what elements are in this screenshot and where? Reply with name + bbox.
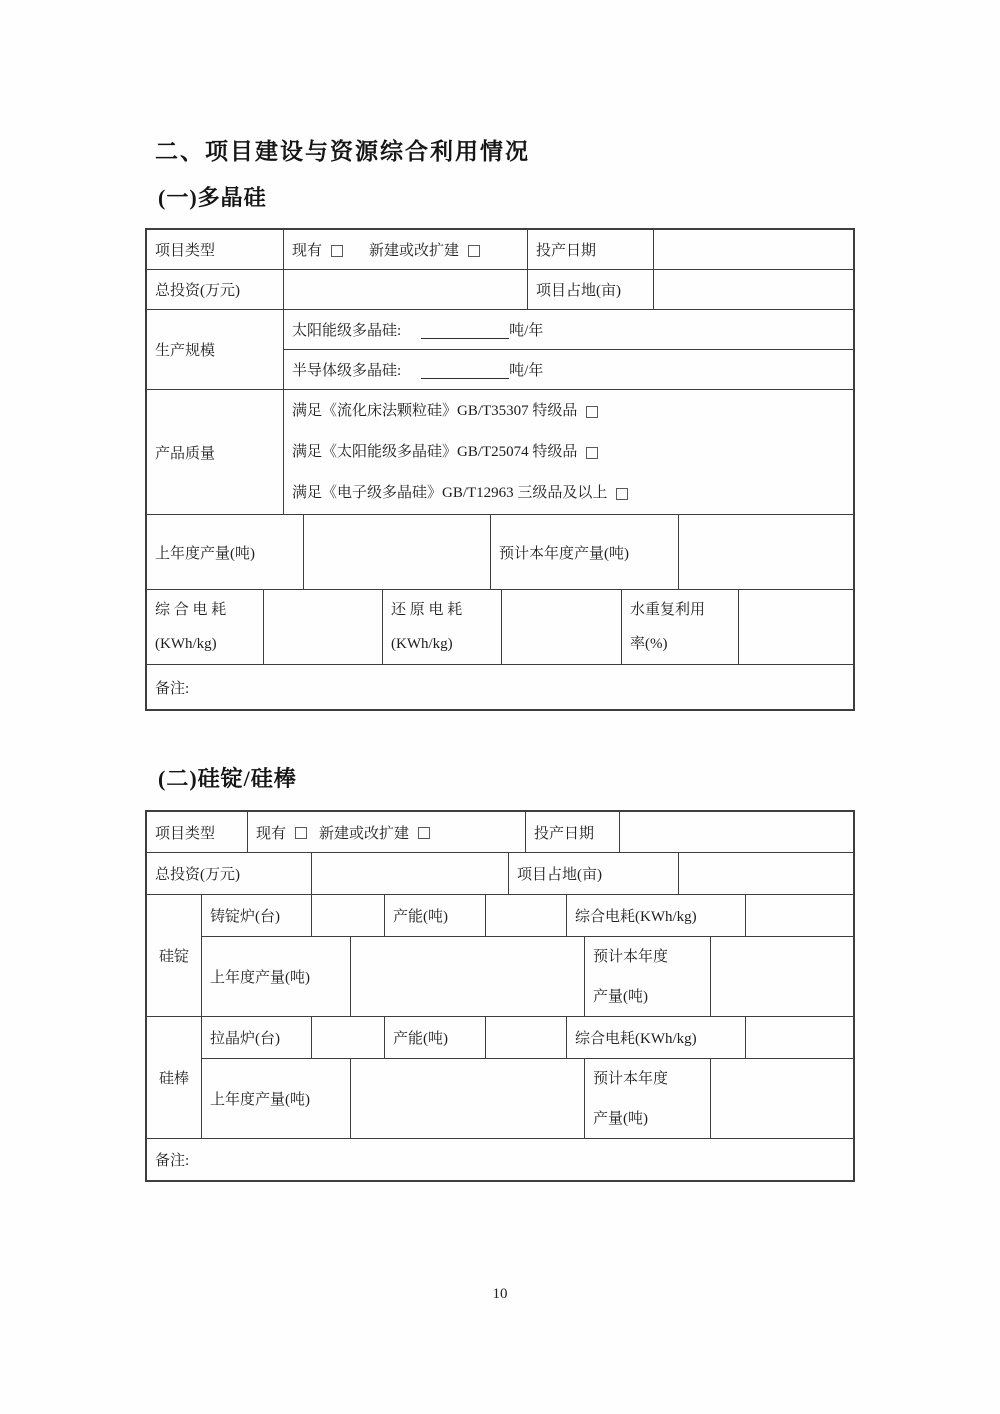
ingot-furnace-label: 铸锭炉(台)	[210, 909, 280, 925]
output-row	[147, 515, 853, 590]
ingot-section-label-cell	[147, 895, 202, 1016]
start-date-label: 投产日期	[534, 825, 595, 842]
quality-item-checkbox[interactable]	[586, 406, 598, 418]
ingot-subrows	[202, 895, 853, 1016]
last-year-output-label: 上年度产量(吨)	[155, 545, 255, 562]
forecast-output-label-cell	[491, 515, 679, 589]
land-label-cell	[509, 853, 679, 894]
table-row	[147, 270, 853, 310]
table-row	[147, 812, 853, 853]
solar-grade-prefix: 太阳能级多晶硅:	[292, 323, 402, 339]
comprehensive-power-value-cell[interactable]	[264, 590, 383, 664]
quality-items-cell	[284, 390, 853, 514]
ingot-forecast-label-cell	[585, 937, 711, 1016]
new-or-expand-option-label: 新建或改扩建	[319, 825, 410, 842]
solar-grade-suffix: 吨/年	[509, 323, 544, 339]
production-scale-row	[147, 310, 853, 390]
solar-grade-blank-field[interactable]	[421, 321, 509, 339]
semiconductor-grade-suffix: 吨/年	[509, 363, 544, 379]
reduction-power-label-cell	[383, 590, 502, 664]
comprehensive-power-label-cell	[147, 590, 264, 664]
rod-capacity-label: 产能(吨)	[393, 1031, 448, 1047]
new-or-expand-checkbox[interactable]	[418, 827, 430, 839]
investment-label-cell	[147, 853, 312, 894]
last-year-output-label-cell	[147, 515, 304, 589]
polysilicon-table	[145, 228, 855, 711]
ingot-capacity-label-cell	[385, 895, 486, 936]
rod-last-year-label: 上年度产量(吨)	[210, 1092, 310, 1108]
start-date-value-cell[interactable]	[620, 812, 853, 852]
ingot-equipment-subrow	[202, 895, 853, 937]
existing-checkbox[interactable]	[295, 827, 307, 839]
rod-furnace-label-cell	[202, 1017, 312, 1058]
ingot-section	[147, 895, 853, 1017]
scale-subrow-semiconductor	[284, 350, 853, 389]
investment-value-cell[interactable]	[312, 853, 509, 894]
start-date-label-cell	[528, 230, 654, 269]
rod-subrows	[202, 1017, 853, 1138]
rod-forecast-line1: 预计本年度	[593, 1070, 669, 1087]
rod-last-year-label-cell	[202, 1059, 351, 1138]
project-type-label-cell	[147, 230, 284, 269]
remarks-row	[147, 1139, 853, 1180]
quality-item	[284, 391, 598, 432]
table-row	[147, 853, 853, 895]
land-label: 项目占地(亩)	[536, 283, 621, 299]
rod-forecast-label-cell	[585, 1059, 711, 1138]
rod-forecast-value-cell[interactable]	[711, 1059, 853, 1138]
forecast-output-value-cell[interactable]	[679, 515, 853, 589]
ingot-last-year-value-cell[interactable]	[351, 937, 585, 1016]
existing-option-label: 现有	[256, 825, 287, 842]
ingot-power-label-cell	[567, 895, 746, 936]
ingot-furnace-label-cell	[202, 895, 312, 936]
rod-output-subrow	[202, 1059, 853, 1138]
comprehensive-power-line2: (KWh/kg)	[155, 636, 217, 652]
section2-title: (二)硅锭/硅棒	[158, 766, 297, 791]
ingot-section-label: 硅锭	[158, 949, 189, 965]
rod-section-label: 硅棒	[158, 1071, 189, 1087]
ingot-last-year-label-cell	[202, 937, 351, 1016]
start-date-label-cell	[526, 812, 620, 852]
land-label-cell	[528, 270, 654, 309]
water-reuse-line1: 水重复利用	[630, 602, 706, 618]
remarks-label: 备注:	[155, 1153, 190, 1169]
investment-label: 总投资(万元)	[155, 283, 240, 299]
forecast-output-label: 预计本年度产量(吨)	[499, 545, 629, 562]
semiconductor-grade-prefix: 半导体级多晶硅:	[292, 363, 402, 379]
quality-item-checkbox[interactable]	[586, 447, 598, 459]
ingot-capacity-value-cell[interactable]	[486, 895, 567, 936]
quality-item-text: 满足《流化床法颗粒硅》GB/T35307 特级品	[292, 402, 578, 419]
investment-value-cell[interactable]	[284, 270, 528, 309]
quality-item-text: 满足《电子级多晶硅》GB/T12963 三级品及以上	[292, 484, 608, 501]
solar-grade-cell	[284, 310, 853, 349]
start-date-value-cell[interactable]	[654, 230, 853, 269]
rod-section-label-cell	[147, 1017, 202, 1138]
quality-label: 产品质量	[155, 445, 216, 462]
rod-power-label: 综合电耗(KWh/kg)	[575, 1031, 697, 1047]
section1-title: (一)多晶硅	[158, 185, 267, 210]
ingot-rod-table	[145, 810, 855, 1182]
land-label: 项目占地(亩)	[517, 867, 602, 883]
project-type-label: 项目类型	[155, 243, 216, 259]
quality-item-text: 满足《太阳能级多晶硅》GB/T25074 特级品	[292, 443, 578, 460]
ingot-forecast-line1: 预计本年度	[593, 948, 669, 965]
existing-option-label: 现有	[292, 243, 323, 259]
rod-capacity-label-cell	[385, 1017, 486, 1058]
rod-power-label-cell	[567, 1017, 746, 1058]
quality-label-cell	[147, 390, 284, 514]
power-consumption-row	[147, 590, 853, 665]
remarks-row	[147, 665, 853, 709]
scale-label: 生产规模	[155, 343, 216, 359]
semiconductor-grade-blank-field[interactable]	[421, 361, 509, 379]
project-type-options-cell	[248, 812, 526, 852]
investment-label-cell	[147, 270, 284, 309]
new-or-expand-option-label: 新建或改扩建	[369, 243, 460, 259]
scale-subrows	[284, 310, 853, 389]
reduction-power-line2: (KWh/kg)	[391, 636, 453, 652]
existing-checkbox[interactable]	[331, 245, 343, 257]
comprehensive-power-line1: 综 合 电 耗	[155, 602, 227, 618]
table-row	[147, 230, 853, 270]
semiconductor-grade-cell	[284, 350, 853, 389]
ingot-power-label: 综合电耗(KWh/kg)	[575, 909, 697, 925]
ingot-forecast-line2: 产量(吨)	[593, 988, 648, 1005]
start-date-label: 投产日期	[536, 243, 597, 259]
ingot-furnace-value-cell[interactable]	[312, 895, 385, 936]
reduction-power-value-cell[interactable]	[502, 590, 622, 664]
quality-item	[284, 473, 628, 514]
water-reuse-label-cell	[622, 590, 739, 664]
project-type-label-cell	[147, 812, 248, 852]
scale-label-cell	[147, 310, 284, 389]
product-quality-row	[147, 390, 853, 515]
rod-furnace-label: 拉晶炉(台)	[210, 1031, 280, 1047]
remarks-cell[interactable]	[147, 665, 853, 709]
ingot-last-year-label: 上年度产量(吨)	[210, 970, 310, 986]
quality-item-checkbox[interactable]	[616, 488, 628, 500]
land-value-cell[interactable]	[679, 853, 853, 894]
ingot-output-subrow	[202, 937, 853, 1016]
rod-capacity-value-cell[interactable]	[486, 1017, 567, 1058]
rod-section	[147, 1017, 853, 1139]
reduction-power-line1: 还 原 电 耗	[391, 602, 463, 618]
page-title: 二、项目建设与资源综合利用情况	[155, 138, 530, 164]
new-or-expand-checkbox[interactable]	[468, 245, 480, 257]
last-year-output-value-cell[interactable]	[304, 515, 491, 589]
page-number: 10	[492, 1286, 508, 1302]
rod-power-value-cell[interactable]	[746, 1017, 853, 1058]
ingot-power-value-cell[interactable]	[746, 895, 853, 936]
remarks-label: 备注:	[155, 680, 190, 697]
rod-last-year-value-cell[interactable]	[351, 1059, 585, 1138]
project-type-options-cell	[284, 230, 528, 269]
land-value-cell[interactable]	[654, 270, 853, 309]
ingot-forecast-value-cell[interactable]	[711, 937, 853, 1016]
ingot-capacity-label: 产能(吨)	[393, 909, 448, 925]
rod-forecast-line2: 产量(吨)	[593, 1110, 648, 1127]
investment-label: 总投资(万元)	[155, 867, 240, 883]
quality-item	[284, 432, 598, 473]
water-reuse-line2: 率(%)	[630, 636, 668, 652]
water-reuse-value-cell[interactable]	[739, 590, 853, 664]
rod-equipment-subrow	[202, 1017, 853, 1059]
remarks-cell[interactable]	[147, 1139, 853, 1180]
project-type-label: 项目类型	[155, 825, 216, 842]
rod-furnace-value-cell[interactable]	[312, 1017, 385, 1058]
scale-subrow-solar	[284, 310, 853, 350]
